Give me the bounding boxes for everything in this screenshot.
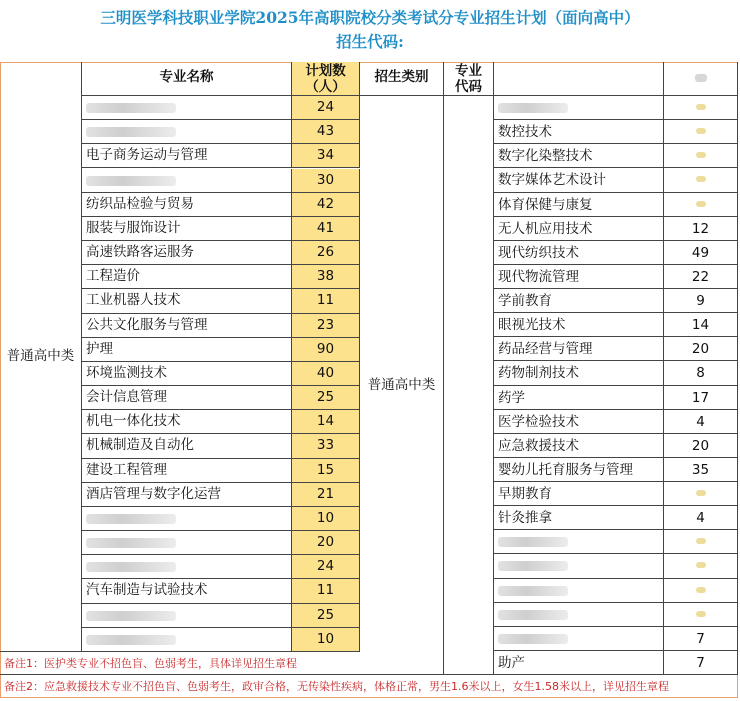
left-category-label: 普通高中类	[6, 348, 75, 364]
right-row-count	[664, 579, 738, 603]
left-row-name: 机械制造及自动化	[82, 434, 292, 458]
right-row-count	[664, 144, 738, 168]
right-row-name	[494, 627, 664, 651]
left-row-name: 会计信息管理	[82, 386, 292, 410]
blurred-mark	[696, 152, 706, 158]
left-row-count: 14	[292, 410, 360, 434]
right-row-count	[664, 96, 738, 120]
left-row-name: 纺织品检验与贸易	[82, 193, 292, 217]
left-row-count: 25	[292, 386, 360, 410]
header-plan-line-2: （人）	[305, 79, 346, 95]
page-title	[0, 6, 740, 54]
header-right-count	[664, 62, 738, 96]
right-row-name: 数控技术	[494, 120, 664, 144]
left-row-name: 服装与服饰设计	[82, 217, 292, 241]
header-plan-count	[292, 62, 360, 96]
blurred-text	[498, 634, 568, 644]
left-row-count: 42	[292, 193, 360, 217]
blurred-text	[86, 538, 176, 548]
right-category-cell	[360, 96, 444, 675]
blurred-header-mark	[695, 74, 707, 82]
left-row-count: 20	[292, 531, 360, 555]
right-row-name: 学前教育	[494, 289, 664, 313]
blurred-text	[86, 611, 176, 621]
right-row-name: 无人机应用技术	[494, 217, 664, 241]
blurred-mark	[696, 538, 706, 544]
right-category-label: 普通高中类	[367, 376, 436, 393]
right-row-count: 12	[664, 217, 738, 241]
header-code-line-1: 专业	[455, 63, 482, 79]
header-major-name	[82, 62, 292, 96]
right-row-name: 数字化染整技术	[494, 144, 664, 168]
blurred-mark	[696, 611, 706, 617]
blurred-mark	[696, 176, 706, 182]
blurred-text	[86, 635, 176, 645]
right-row-name: 针灸推拿	[494, 506, 664, 530]
header-major-label: 专业名称	[159, 69, 214, 85]
left-row-name	[82, 531, 292, 555]
left-row-count: 11	[292, 579, 360, 603]
right-row-name: 现代纺织技术	[494, 241, 664, 265]
left-row-count: 24	[292, 96, 360, 120]
header-code-line-2: 代码	[455, 79, 482, 95]
note-1: 备注1：医护类专业不招色盲、色弱考生，具体详见招生章程	[0, 652, 444, 675]
right-row-count: 17	[664, 386, 738, 410]
right-row-name	[494, 603, 664, 627]
left-category-cell	[0, 62, 82, 652]
major-code-column	[444, 96, 494, 675]
left-row-name	[82, 120, 292, 144]
left-row-name: 建设工程管理	[82, 459, 292, 483]
left-row-count: 38	[292, 265, 360, 289]
right-row-count	[664, 168, 738, 192]
enrollment-table	[0, 62, 740, 701]
right-row-name	[494, 579, 664, 603]
right-row-count	[664, 554, 738, 578]
right-row-name: 数字媒体艺术设计	[494, 168, 664, 192]
right-row-count: 7	[664, 627, 738, 651]
left-row-count: 41	[292, 217, 360, 241]
right-row-count: 20	[664, 434, 738, 458]
right-row-name: 现代物流管理	[494, 265, 664, 289]
title-line-1: 三明医学科技职业学院2025年高职院校分类考试分专业招生计划（面向高中）	[100, 8, 640, 27]
blurred-text	[86, 514, 176, 524]
blurred-mark	[696, 104, 706, 110]
blurred-text	[86, 127, 176, 137]
blurred-text	[498, 561, 568, 571]
left-row-count: 34	[292, 144, 360, 168]
blurred-text	[86, 103, 176, 113]
blurred-mark	[696, 587, 706, 593]
left-row-count: 10	[292, 507, 360, 531]
left-row-count: 23	[292, 314, 360, 338]
right-row-name: 应急救援技术	[494, 434, 664, 458]
right-row-name: 药物制剂技术	[494, 361, 664, 385]
blurred-mark	[696, 490, 706, 496]
right-row-count	[664, 482, 738, 506]
left-row-name: 酒店管理与数字化运营	[82, 483, 292, 507]
left-row-count: 40	[292, 362, 360, 386]
right-row-count: 22	[664, 265, 738, 289]
right-row-count: 35	[664, 458, 738, 482]
left-row-name: 电子商务运动与管理	[82, 144, 292, 168]
right-row-name: 医学检验技术	[494, 410, 664, 434]
header-major-code	[444, 62, 494, 96]
right-row-count	[664, 120, 738, 144]
left-row-name	[82, 169, 292, 193]
left-row-name: 汽车制造与试验技术	[82, 579, 292, 603]
right-row-count: 9	[664, 289, 738, 313]
right-row-count: 7	[664, 651, 738, 675]
blurred-mark	[696, 201, 706, 207]
right-row-name: 体育保健与康复	[494, 193, 664, 217]
left-row-count: 15	[292, 459, 360, 483]
right-row-count: 20	[664, 337, 738, 361]
left-row-count: 24	[292, 555, 360, 579]
right-row-name	[494, 96, 664, 120]
right-row-count: 4	[664, 410, 738, 434]
right-row-name	[494, 530, 664, 554]
right-row-name: 助产	[494, 651, 664, 675]
right-row-count	[664, 603, 738, 627]
left-row-name: 机电一体化技术	[82, 410, 292, 434]
left-row-count: 30	[292, 169, 360, 193]
right-row-count: 14	[664, 313, 738, 337]
blurred-text	[86, 562, 176, 572]
right-row-count	[664, 530, 738, 554]
header-plan-line-1: 计划数	[305, 63, 346, 79]
blurred-text	[498, 537, 568, 547]
left-row-name	[82, 604, 292, 628]
title-line-2: 招生代码:	[336, 32, 404, 51]
left-row-count: 33	[292, 434, 360, 458]
right-row-name: 早期教育	[494, 482, 664, 506]
blurred-text	[498, 610, 568, 620]
left-row-name: 环境监测技术	[82, 362, 292, 386]
right-row-count	[664, 193, 738, 217]
blurred-mark	[696, 562, 706, 568]
left-row-count: 11	[292, 289, 360, 313]
left-row-name: 高速铁路客运服务	[82, 241, 292, 265]
left-row-name: 工业机器人技术	[82, 289, 292, 313]
right-row-name: 药学	[494, 386, 664, 410]
left-row-count: 21	[292, 483, 360, 507]
left-row-count: 43	[292, 120, 360, 144]
left-row-count: 25	[292, 604, 360, 628]
left-row-count: 90	[292, 338, 360, 362]
header-category-label: 招生类别	[374, 69, 429, 85]
left-row-name: 工程造价	[82, 265, 292, 289]
left-row-count: 10	[292, 628, 360, 652]
right-row-count: 49	[664, 241, 738, 265]
left-row-name	[82, 507, 292, 531]
blurred-text	[498, 103, 568, 113]
right-row-name: 药品经营与管理	[494, 337, 664, 361]
blurred-text	[498, 586, 568, 596]
right-row-name: 婴幼儿托育服务与管理	[494, 458, 664, 482]
left-row-name: 公共文化服务与管理	[82, 314, 292, 338]
left-row-count: 26	[292, 241, 360, 265]
right-row-name	[494, 554, 664, 578]
left-row-name	[82, 628, 292, 652]
blurred-text	[86, 176, 176, 186]
note-2: 备注2：应急救援技术专业不招色盲、色弱考生，政审合格，无传染性疾病，体格正常，男生1.6米以上，女生1.58米以上，详见招生章程	[4, 680, 669, 693]
right-row-count: 8	[664, 361, 738, 385]
header-right-name	[494, 62, 664, 96]
blurred-mark	[696, 128, 706, 134]
right-row-name: 眼视光技术	[494, 313, 664, 337]
left-row-name	[82, 555, 292, 579]
right-row-count: 4	[664, 506, 738, 530]
left-row-name	[82, 96, 292, 120]
header-category	[360, 62, 444, 96]
left-row-name: 护理	[82, 338, 292, 362]
